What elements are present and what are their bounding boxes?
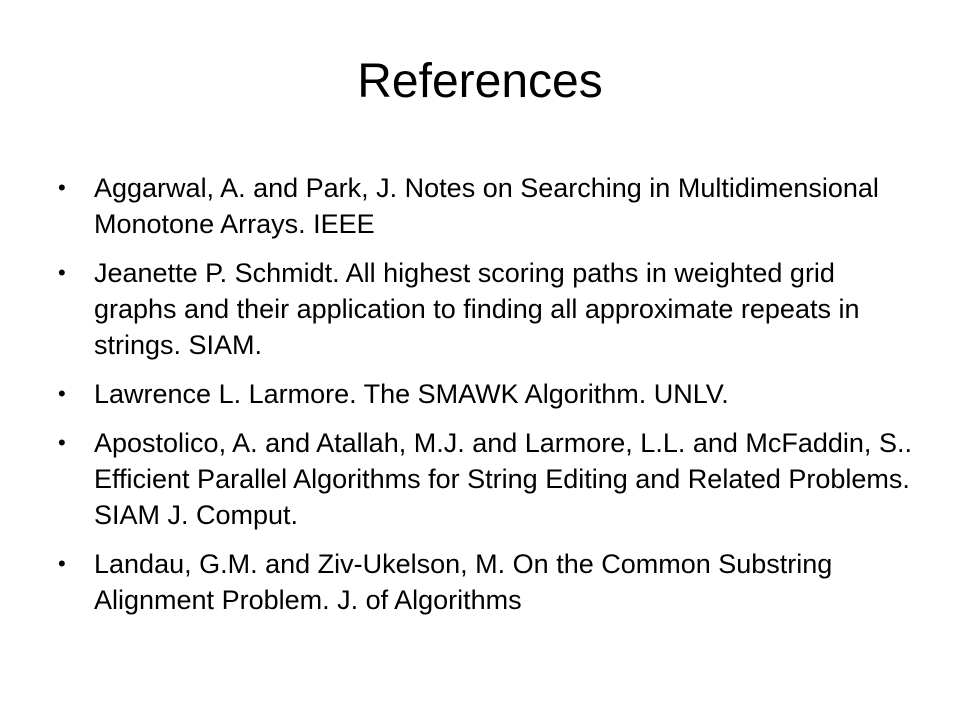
slide-title: References xyxy=(357,55,603,108)
bullet-icon: • xyxy=(58,381,66,406)
reference-item xyxy=(58,376,918,412)
bullet-icon: • xyxy=(58,175,66,200)
bullet-icon: • xyxy=(58,551,66,576)
reference-item xyxy=(58,546,918,618)
reference-text: Apostolico, A. and Atallah, M.J. and Larmore, L.L. and McFaddin, S.. Efficient Parallel Algorithms for String Editing and Related Problems. SIAM J. Comput. xyxy=(94,428,912,530)
reference-item xyxy=(58,255,918,363)
reference-text: Landau, G.M. and Ziv-Ukelson, M. On the Common Substring Alignment Problem. J. of Algorithms xyxy=(94,549,833,615)
reference-text: Lawrence L. Larmore. The SMAWK Algorithm. UNLV. xyxy=(94,379,729,409)
bullet-icon: • xyxy=(58,430,66,455)
bullet-icon: • xyxy=(58,260,66,285)
reference-list xyxy=(58,170,918,631)
reference-text: Jeanette P. Schmidt. All highest scoring paths in weighted grid graphs and their application to finding all approximate repeats in strings. SIAM. xyxy=(94,258,860,360)
reference-item xyxy=(58,425,918,533)
reference-item xyxy=(58,170,918,242)
reference-text: Aggarwal, A. and Park, J. Notes on Searching in Multidimensional Monotone Arrays. IEEE xyxy=(94,173,879,239)
